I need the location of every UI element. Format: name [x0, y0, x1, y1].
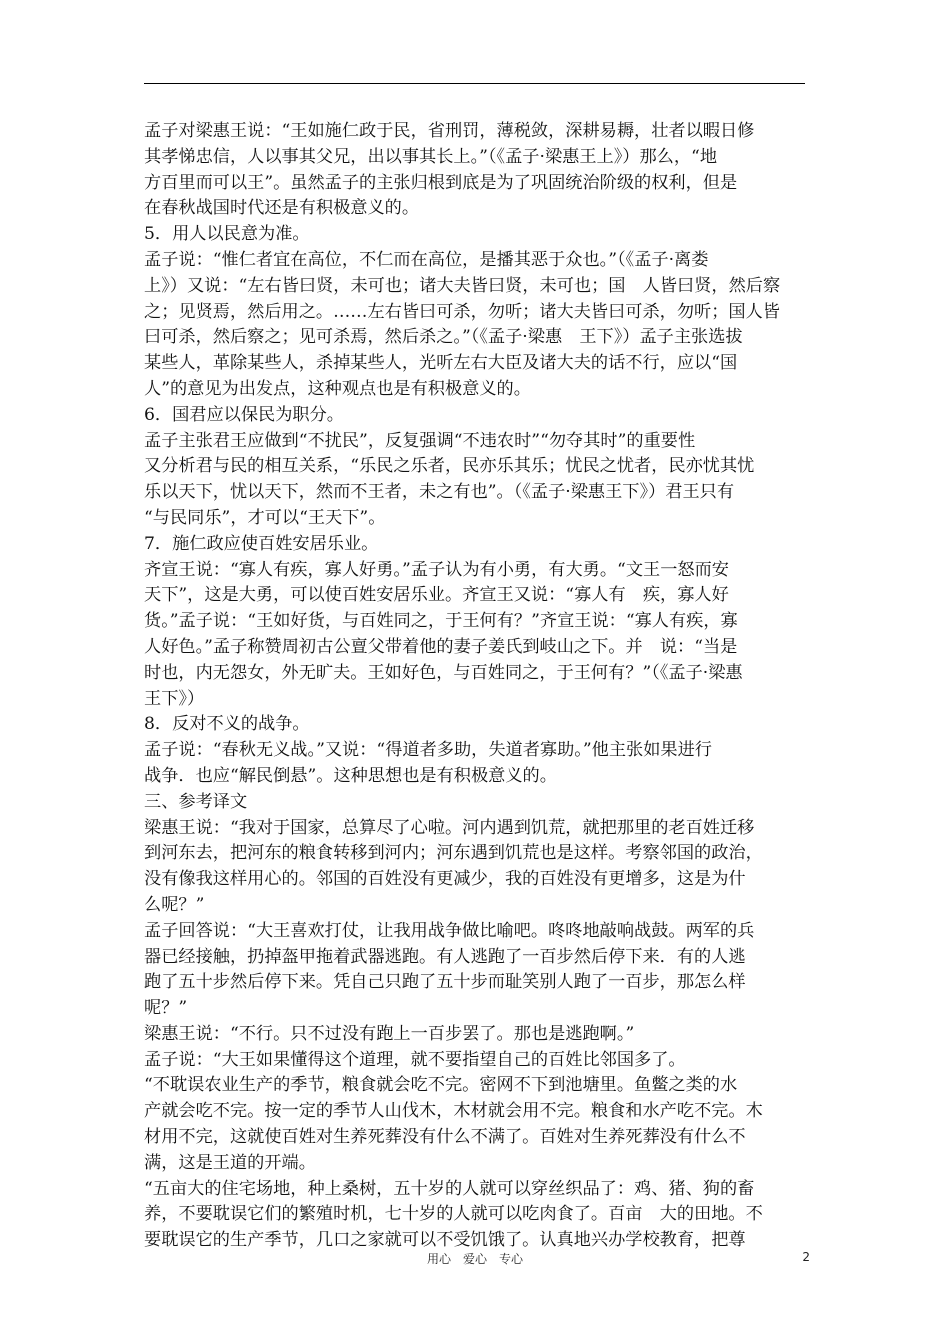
text-line: 器已经接触，扔掉盔甲拖着武器逃跑。有人逃跑了一百步然后停下来．有的人逃 — [144, 946, 746, 967]
text-line: 王下》） — [144, 688, 205, 709]
text-line: 满，这是王道的开端。 — [144, 1152, 316, 1173]
text-line: 7．施仁政应使百姓安居乐业。 — [144, 533, 379, 554]
text-line: 6．国君应以保民为职分。 — [144, 404, 344, 425]
page-number: 2 — [802, 1250, 810, 1264]
text-line: 人”的意见为出发点，这种观点也是有积极意义的。 — [144, 378, 531, 399]
text-line: 战争．也应“解民倒悬”。这种思想也是有积极意义的。 — [144, 765, 557, 786]
text-line: 孟子对梁惠王说：“王如施仁政于民，省刑罚，薄税敛，深耕易耨，壮者以暇日修 — [144, 121, 755, 141]
text-line: 养，不要耽误它们的繁殖时机，七十岁的人就可以吃肉食了。百亩 大的田地。不 — [144, 1204, 763, 1225]
body-text — [144, 119, 808, 1254]
text-line: 在春秋战国时代还是有积极意义的。 — [144, 198, 420, 219]
text-line: 孟子主张君王应做到“不扰民”，反复强调“不违农时”“勿夺其时”的重要性 — [144, 430, 696, 451]
text-line: 人好色。”孟子称赞周初古公亶父带着他的妻子姜氏到岐山之下。并 说：“当是 — [144, 636, 738, 657]
text-line: “不耽误农业生产的季节，粮食就会吃不完。密网不下到池塘里。鱼鳖之类的水 — [144, 1075, 738, 1096]
text-line: 到河东去，把河东的粮食转移到河内；河东遇到饥荒也是这样。考察邻国的政治， — [144, 843, 763, 864]
text-line: 时也，内无怨女，外无旷夫。王如好色，与百姓同之，于王何有？”（《孟子·梁惠 — [144, 662, 743, 683]
text-line: 方百里而可以王”。虽然孟子的主张归根到底是为了巩固统治阶级的权利，但是 — [144, 172, 738, 193]
text-line: 呢？” — [144, 998, 188, 1019]
footer-slogan: 用心 爱心 专心 — [426, 1252, 523, 1266]
text-line: 某些人，革除某些人，杀掉某些人，光听左右大臣及诸大夫的话不行，应以“国 — [144, 353, 738, 374]
text-line: 么呢？” — [144, 894, 205, 915]
text-line: 上》）又说：“左右皆曰贤，未可也；诸大夫皆曰贤，未可也；国 人皆曰贤，然后察 — [144, 275, 781, 296]
text-line: 其孝悌忠信，人以事其父兄，出以事其长上。”（《孟子·梁惠王上》）那么，“地 — [144, 146, 718, 167]
text-line: 梁惠王说：“不行。只不过没有跑上一百步罢了。那也是逃跑啊。” — [144, 1023, 635, 1044]
text-line: 孟子回答说：“大王喜欢打仗，让我用战争做比喻吧。咚咚地敲响战鼓。两军的兵 — [144, 920, 755, 941]
text-line: 要耽误它的生产季节，几口之家就可以不受饥饿了。认真地兴办学校教育，把尊 — [144, 1230, 746, 1251]
text-line: 又分析君与民的相互关系，“乐民之乐者，民亦乐其乐；忧民之忧者，民亦忧其忧 — [144, 456, 755, 477]
text-line: 齐宣王说：“寡人有疾，寡人好勇。”孟子认为有小勇，有大勇。“文王一怒而安 — [144, 559, 729, 580]
text-line: 之；见贤焉，然后用之。……左右皆曰可杀，勿听；诸大夫皆曰可杀，勿听；国人皆 — [144, 301, 780, 322]
text-line: 曰可杀，然后察之；见可杀焉，然后杀之。”（《孟子·梁惠 王下》）孟子主张选拔 — [144, 327, 743, 348]
text-line: 跑了五十步然后停下来。凭自己只跑了五十步而耻笑别人跑了一百步，那怎么样 — [144, 972, 746, 993]
text-line: “与民同乐”，才可以“王天下”。 — [144, 507, 386, 528]
text-line: “五亩大的住宅场地，种上桑树，五十岁的人就可以穿丝织品了：鸡、猪、狗的畜 — [144, 1178, 755, 1199]
text-line: 乐以天下，忧以天下，然而不王者，未之有也”。（《孟子·梁惠王下》）君王只有 — [144, 482, 735, 503]
text-line: 没有像我这样用心的。邻国的百姓没有更减少，我的百姓没有更增多，这是为什 — [144, 869, 746, 890]
text-line: 材用不完，这就使百姓对生养死葬没有什么不满了。百姓对生养死葬没有什么不 — [144, 1127, 746, 1148]
text-line: 梁惠王说：“我对于国家，总算尽了心啦。河内遇到饥荒，就把那里的老百姓迁移 — [144, 817, 755, 838]
text-line: 8．反对不义的战争。 — [144, 714, 310, 735]
text-line: 天下”，这是大勇，可以使百姓安居乐业。齐宣王又说：“寡人有 疾，寡人好 — [144, 585, 729, 606]
text-line: 孟子说：“惟仁者宜在高位，不仁而在高位，是播其恶于众也。”（《孟子·离娄 — [144, 249, 709, 270]
text-line: 孟子说：“大王如果懂得这个道理，就不要指望自己的百姓比邻国多了。 — [144, 1049, 686, 1070]
text-line: 孟子说：“春秋无义战。”又说：“得道者多助，失道者寡助。”他主张如果进行 — [144, 740, 712, 761]
header-rule — [144, 83, 805, 84]
text-line: 货。”孟子说：“王如好货，与百姓同之，于王何有？”齐宣王说：“寡人有疾，寡 — [144, 611, 738, 632]
text-line: 产就会吃不完。按一定的季节人山伐木，木材就会用不完。粮食和水产吃不完。木 — [144, 1101, 763, 1122]
text-line: 三、参考译文 — [144, 791, 248, 812]
text-line: 5．用人以民意为准。 — [144, 224, 310, 245]
